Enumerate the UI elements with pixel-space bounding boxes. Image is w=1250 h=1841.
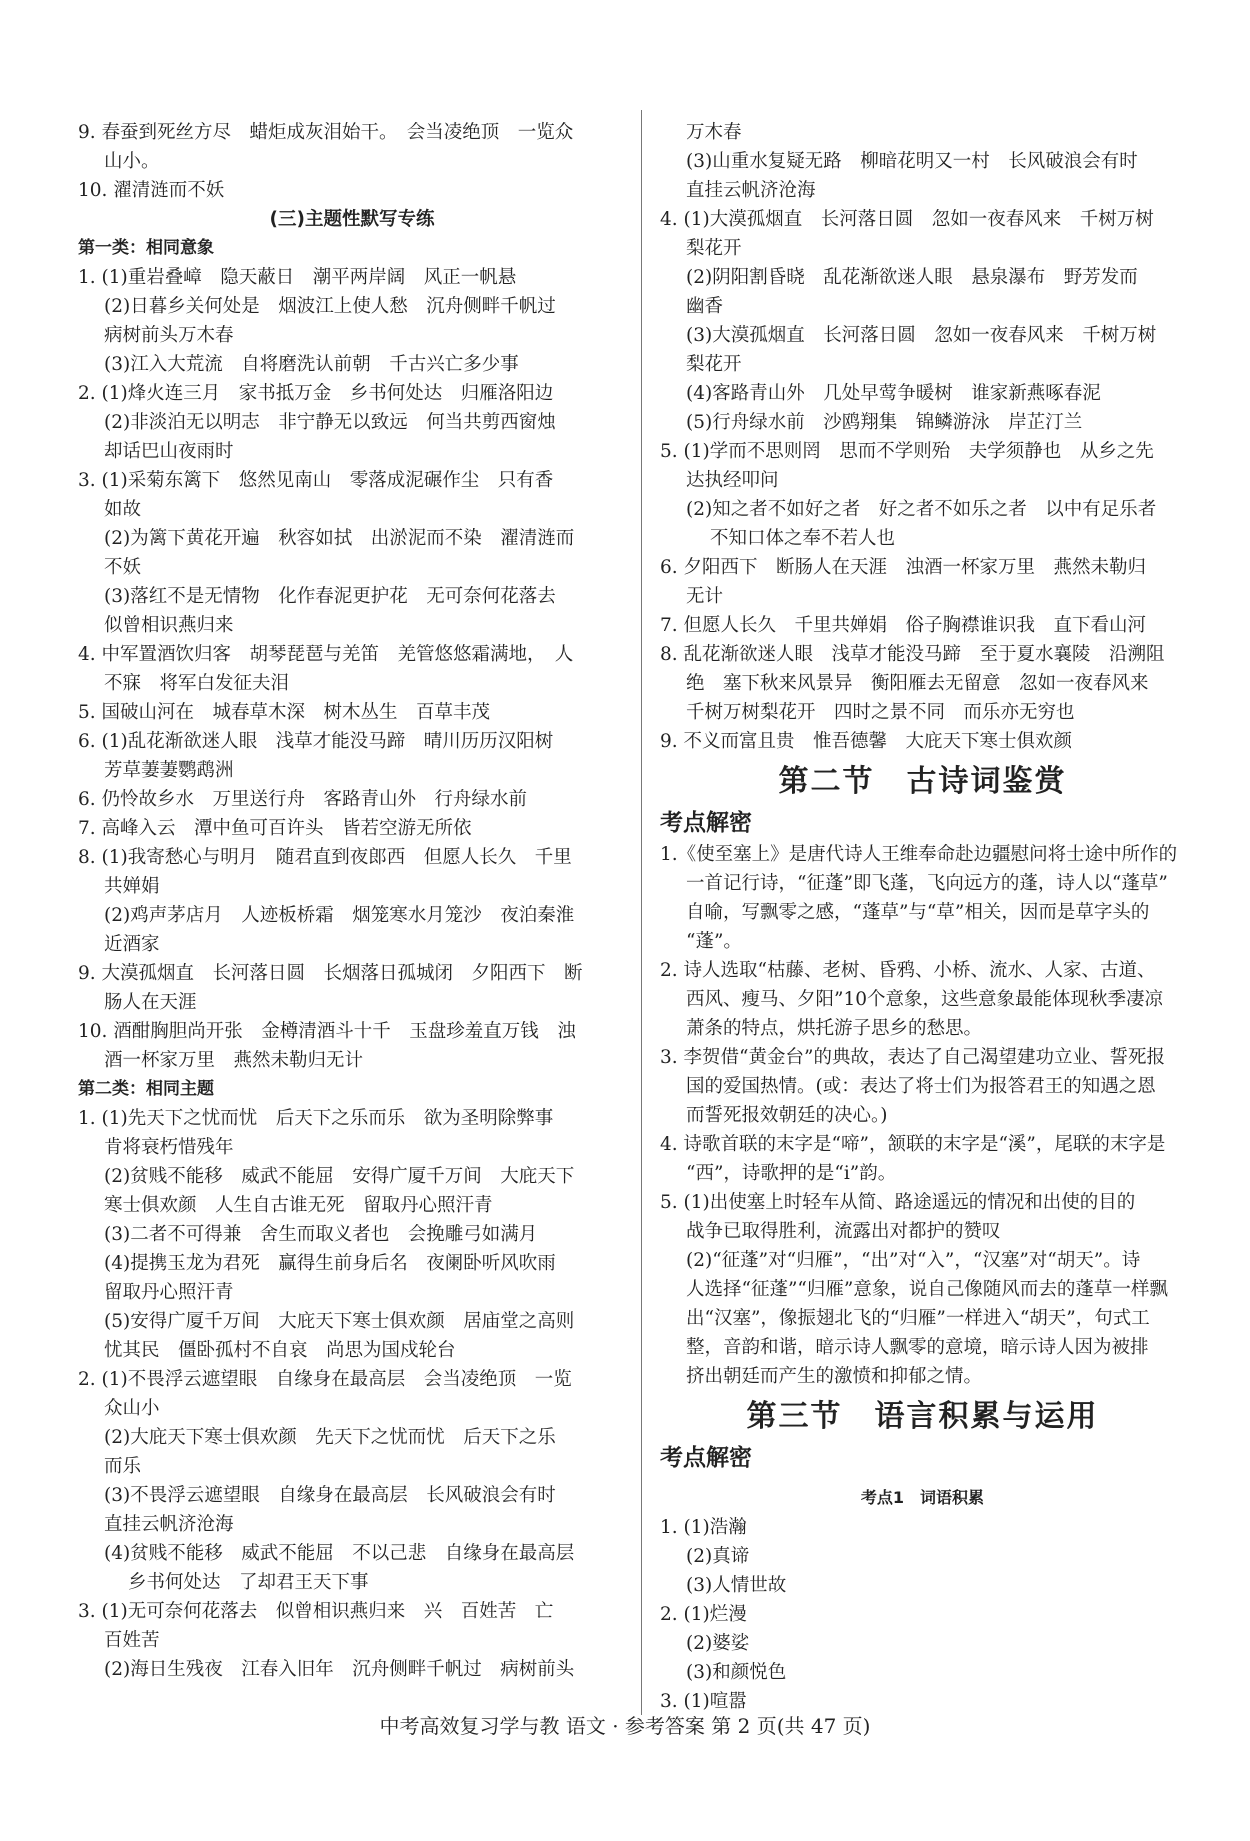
right-column-line: 挤出朝廷而产生的激愤和抑郁之情。 xyxy=(686,1366,983,1387)
left-column-line: (3)江入大荒流 自将磨洗认前朝 千古兴亡多少事 xyxy=(104,354,519,375)
right-column-line: 出“汉塞”，像振翅北飞的“归雁”一样进入“胡天”，句式工 xyxy=(686,1308,1150,1329)
left-column-line: 肯将衰朽惜残年 xyxy=(104,1137,234,1158)
right-column-line: 整，音韵和谐，暗示诗人飘零的意境，暗示诗人因为被排 xyxy=(686,1337,1149,1358)
left-column-line: (三)主题性默写专练 xyxy=(269,209,435,230)
page-footer xyxy=(0,1710,1250,1739)
right-column-line: 自喻，写飘零之感，“蓬草”与“草”相关，因而是草字头的 xyxy=(686,902,1150,923)
left-column-line: 留取丹心照汗青 xyxy=(104,1282,234,1303)
right-column-line: 1.《使至塞上》是唐代诗人王维奉命赴边疆慰问将士途中所作的 xyxy=(660,844,1178,865)
left-column-line: 3. (1)采菊东篱下 悠然见南山 零落成泥碾作尘 只有香 xyxy=(78,470,554,491)
left-column-line: (4)贫贱不能移 威武不能屈 不以己悲 自缘身在最高层 xyxy=(104,1543,575,1564)
left-column-line: 不妖 xyxy=(104,557,142,578)
footer-page-number: 第 2 页(共 47 页) xyxy=(711,1714,871,1738)
left-column-line: (2)海日生残夜 江春入旧年 沉舟侧畔千帆过 病树前头 xyxy=(104,1659,575,1680)
left-column-line: 忧其民 僵卧孤村不自哀 尚思为国戍轮台 xyxy=(104,1340,456,1361)
right-column-line: 3. 李贺借“黄金台”的典故，表达了自己渴望建功立业、誓死报 xyxy=(660,1047,1165,1068)
right-column-line: 4. 诗歌首联的末字是“啼”，颔联的末字是“溪”，尾联的末字是 xyxy=(660,1134,1166,1155)
right-column-line: 达执经叩问 xyxy=(686,470,779,491)
right-column-line: 考点解密 xyxy=(660,1445,752,1471)
left-column-line: 共婵娟 xyxy=(104,876,160,897)
left-column-line: 寒士俱欢颜 人生自古谁无死 留取丹心照汗青 xyxy=(104,1195,493,1216)
right-column-line: 1. (1)浩瀚 xyxy=(660,1517,747,1538)
right-column-line: 4. (1)大漠孤烟直 长河落日圆 忽如一夜春风来 千树万树 xyxy=(660,209,1154,230)
right-column xyxy=(660,118,1185,1716)
left-column-line: (4)提携玉龙为君死 赢得生前身后名 夜阑卧听风吹雨 xyxy=(104,1253,556,1274)
right-column-line: (2)真谛 xyxy=(686,1546,750,1567)
right-column-line: 国的爱国热情。(或：表达了将士们为报答君王的知遇之恩 xyxy=(686,1076,1156,1097)
right-column-line: 人选择“征蓬”“归雁”意象，说自己像随风而去的蓬草一样飘 xyxy=(686,1279,1168,1300)
left-column-line: 近酒家 xyxy=(104,934,160,955)
right-column-line: 第二节 古诗词鉴赏 xyxy=(778,764,1067,799)
right-column-line: 无计 xyxy=(686,586,724,607)
right-column-line: 万木春 xyxy=(686,122,742,143)
left-column-line: 2. (1)不畏浮云遮望眼 自缘身在最高层 会当凌绝顶 一览 xyxy=(78,1369,572,1390)
right-column-line: 战争已取得胜利，流露出对都护的赞叹 xyxy=(686,1221,1001,1242)
left-column-line: 第二类：相同主题 xyxy=(78,1079,214,1099)
right-column-line: 千树万树梨花开 四时之景不同 而乐亦无穷也 xyxy=(686,702,1075,723)
right-column-line: 绝 塞下秋来风景异 衡阳雁去无留意 忽如一夜春风来 xyxy=(686,673,1149,694)
left-column-line: 肠人在天涯 xyxy=(104,992,197,1013)
left-column-line: (3)不畏浮云遮望眼 自缘身在最高层 长风破浪会有时 xyxy=(104,1485,556,1506)
left-column-line: 酒一杯家万里 燕然未勒归无计 xyxy=(104,1050,364,1071)
left-column-line: 9. 春蚕到死丝方尽 蜡炬成灰泪始干。 会当凌绝顶 一览众 xyxy=(78,122,574,143)
right-column-line: (2)“征蓬”对“归雁”，“出”对“入”，“汉塞”对“胡天”。诗 xyxy=(686,1250,1141,1271)
right-column-line: 直挂云帆济沧海 xyxy=(686,180,816,201)
footer-separator: · xyxy=(612,1714,619,1738)
footer-subject: 语文 xyxy=(565,1714,606,1738)
left-column-line: 而乐 xyxy=(104,1456,142,1477)
left-column-line: 第一类：相同意象 xyxy=(78,238,214,258)
left-column-line: (3)二者不可得兼 舍生而取义者也 会挽雕弓如满月 xyxy=(104,1224,538,1245)
right-column-line: 幽香 xyxy=(686,296,724,317)
left-column-line: 直挂云帆济沧海 xyxy=(104,1514,234,1535)
right-column-line: 不知口体之奉不若人也 xyxy=(710,528,896,549)
right-column-line: (3)大漠孤烟直 长河落日圆 忽如一夜春风来 千树万树 xyxy=(686,325,1157,346)
left-column-line: 不寐 将军白发征夫泪 xyxy=(104,673,290,694)
right-column-line: 而誓死报效朝廷的决心。) xyxy=(686,1105,888,1126)
right-column-line: (2)阴阳割昏晓 乱花渐欲迷人眼 悬泉瀑布 野芳发而 xyxy=(686,267,1138,288)
right-column-line: 8. 乱花渐欲迷人眼 浅草才能没马蹄 至于夏水襄陵 沿溯阻 xyxy=(660,644,1165,665)
left-column-line: 却话巴山夜雨时 xyxy=(104,441,234,462)
right-column-line: “西”，诗歌押的是“i”韵。 xyxy=(686,1163,897,1184)
right-column-line: 梨花开 xyxy=(686,238,742,259)
left-column-line: 6. 仍怜故乡水 万里送行舟 客路青山外 行舟绿水前 xyxy=(78,789,528,810)
right-column-line: 萧条的特点，烘托游子思乡的愁思。 xyxy=(686,1018,983,1039)
left-column-line: 4. 中军置酒饮归客 胡琴琵琶与羌笛 羌管悠悠霜满地， 人 xyxy=(78,644,574,665)
right-column-line: 2. 诗人选取“枯藤、老树、昏鸦、小桥、流水、人家、古道、 xyxy=(660,960,1156,981)
left-column-line: (2)大庇天下寒士俱欢颜 先天下之忧而忧 后天下之乐 xyxy=(104,1427,556,1448)
left-column-line: 10. 酒酣胸胆尚开张 金樽清酒斗十千 玉盘珍羞直万钱 浊 xyxy=(78,1021,576,1042)
left-column-line: 1. (1)重岩叠嶂 隐天蔽日 潮平两岸阔 风正一帆悬 xyxy=(78,267,517,288)
right-column-line: 考点1 词语积累 xyxy=(860,1488,985,1507)
left-column-line: 5. 国破山河在 城春草木深 树木丛生 百草丰茂 xyxy=(78,702,491,723)
left-column xyxy=(78,118,626,1684)
right-column-line: (4)客路青山外 几处早莺争暖树 谁家新燕啄春泥 xyxy=(686,383,1101,404)
right-column-line: 7. 但愿人长久 千里共婵娟 俗子胸襟谁识我 直下看山河 xyxy=(660,615,1147,636)
right-column-line: 西风、瘦马、夕阳”10个意象，这些意象最能体现秋季凄凉 xyxy=(686,989,1164,1010)
left-column-line: 8. (1)我寄愁心与明月 随君直到夜郎西 但愿人长久 千里 xyxy=(78,847,572,868)
left-column-line: 2. (1)烽火连三月 家书抵万金 乡书何处达 归雁洛阳边 xyxy=(78,383,554,404)
left-column-line: 山小。 xyxy=(104,151,160,172)
right-column-line: (2)婆娑 xyxy=(686,1633,750,1654)
left-column-line: 乡书何处达 了却君王天下事 xyxy=(128,1572,369,1593)
left-column-line: (2)鸡声茅店月 人迹板桥霜 烟笼寒水月笼沙 夜泊秦淮 xyxy=(104,905,575,926)
right-column-line: 9. 不义而富且贵 惟吾德馨 大庇天下寒士俱欢颜 xyxy=(660,731,1073,752)
right-column-line: (5)行舟绿水前 沙鸥翔集 锦鳞游泳 岸芷汀兰 xyxy=(686,412,1083,433)
left-column-line: 7. 高峰入云 潭中鱼可百许头 皆若空游无所依 xyxy=(78,818,472,839)
left-column-line: 9. 大漠孤烟直 长河落日圆 长烟落日孤城闭 夕阳西下 断 xyxy=(78,963,583,984)
right-column-line: 5. (1)学而不思则罔 思而不学则殆 夫学须静也 从乡之先 xyxy=(660,441,1154,462)
left-column-line: 6. (1)乱花渐欲迷人眼 浅草才能没马蹄 晴川历历汉阳树 xyxy=(78,731,554,752)
right-column-line: “蓬”。 xyxy=(686,931,742,952)
left-column-line: (3)落红不是无情物 化作春泥更护花 无可奈何花落去 xyxy=(104,586,556,607)
right-column-line: 一首记行诗，“征蓬”即飞蓬，飞向远方的蓬，诗人以“蓬草” xyxy=(686,873,1168,894)
left-column-line: (2)贫贱不能移 威武不能屈 安得广厦千万间 大庇天下 xyxy=(104,1166,575,1187)
footer-answer-label: 参考答案 xyxy=(624,1714,705,1738)
left-column-line: 似曾相识燕归来 xyxy=(104,615,234,636)
column-divider xyxy=(641,110,642,1715)
left-column-line: (2)非淡泊无以明志 非宁静无以致远 何当共剪西窗烛 xyxy=(104,412,556,433)
left-column-line: 如故 xyxy=(104,499,142,520)
right-column-line: (3)山重水复疑无路 柳暗花明又一村 长风破浪会有时 xyxy=(686,151,1138,172)
left-column-line: 众山小 xyxy=(104,1398,160,1419)
left-column-line: 10. 濯清涟而不妖 xyxy=(78,180,225,201)
right-column-line: (3)和颜悦色 xyxy=(686,1662,787,1683)
right-column-line: 第三节 语言积累与运用 xyxy=(746,1399,1099,1434)
right-column-line: (2)知之者不如好之者 好之者不如乐之者 以中有足乐者 xyxy=(686,499,1157,520)
right-column-line: (3)人情世故 xyxy=(686,1575,787,1596)
right-column-line: 考点解密 xyxy=(660,810,752,836)
left-column-line: 1. (1)先天下之忧而忧 后天下之乐而乐 欲为圣明除弊事 xyxy=(78,1108,554,1129)
left-column-line: 病树前头万木春 xyxy=(104,325,234,346)
left-column-line: 芳草萋萋鹦鹉洲 xyxy=(104,760,234,781)
left-column-line: (2)为篱下黄花开遍 秋容如拭 出淤泥而不染 濯清涟而 xyxy=(104,528,575,549)
left-column-line: 3. (1)无可奈何花落去 似曾相识燕归来 兴 百姓苦 亡 xyxy=(78,1601,554,1622)
right-column-line: 梨花开 xyxy=(686,354,742,375)
footer-book-title: 中考高效复习学与教 xyxy=(379,1714,560,1738)
left-column-line: 百姓苦 xyxy=(104,1630,160,1651)
right-column-line: 3. (1)喧嚣 xyxy=(660,1691,747,1712)
right-column-line: 2. (1)烂漫 xyxy=(660,1604,747,1625)
left-column-line: (2)日暮乡关何处是 烟波江上使人愁 沉舟侧畔千帆过 xyxy=(104,296,556,317)
right-column-line: 5. (1)出使塞上时轻车从简、路途遥远的情况和出使的目的 xyxy=(660,1192,1136,1213)
left-column-line: (5)安得广厦千万间 大庇天下寒士俱欢颜 居庙堂之高则 xyxy=(104,1311,575,1332)
right-column-line: 6. 夕阳西下 断肠人在天涯 浊酒一杯家万里 燕然未勒归 xyxy=(660,557,1147,578)
